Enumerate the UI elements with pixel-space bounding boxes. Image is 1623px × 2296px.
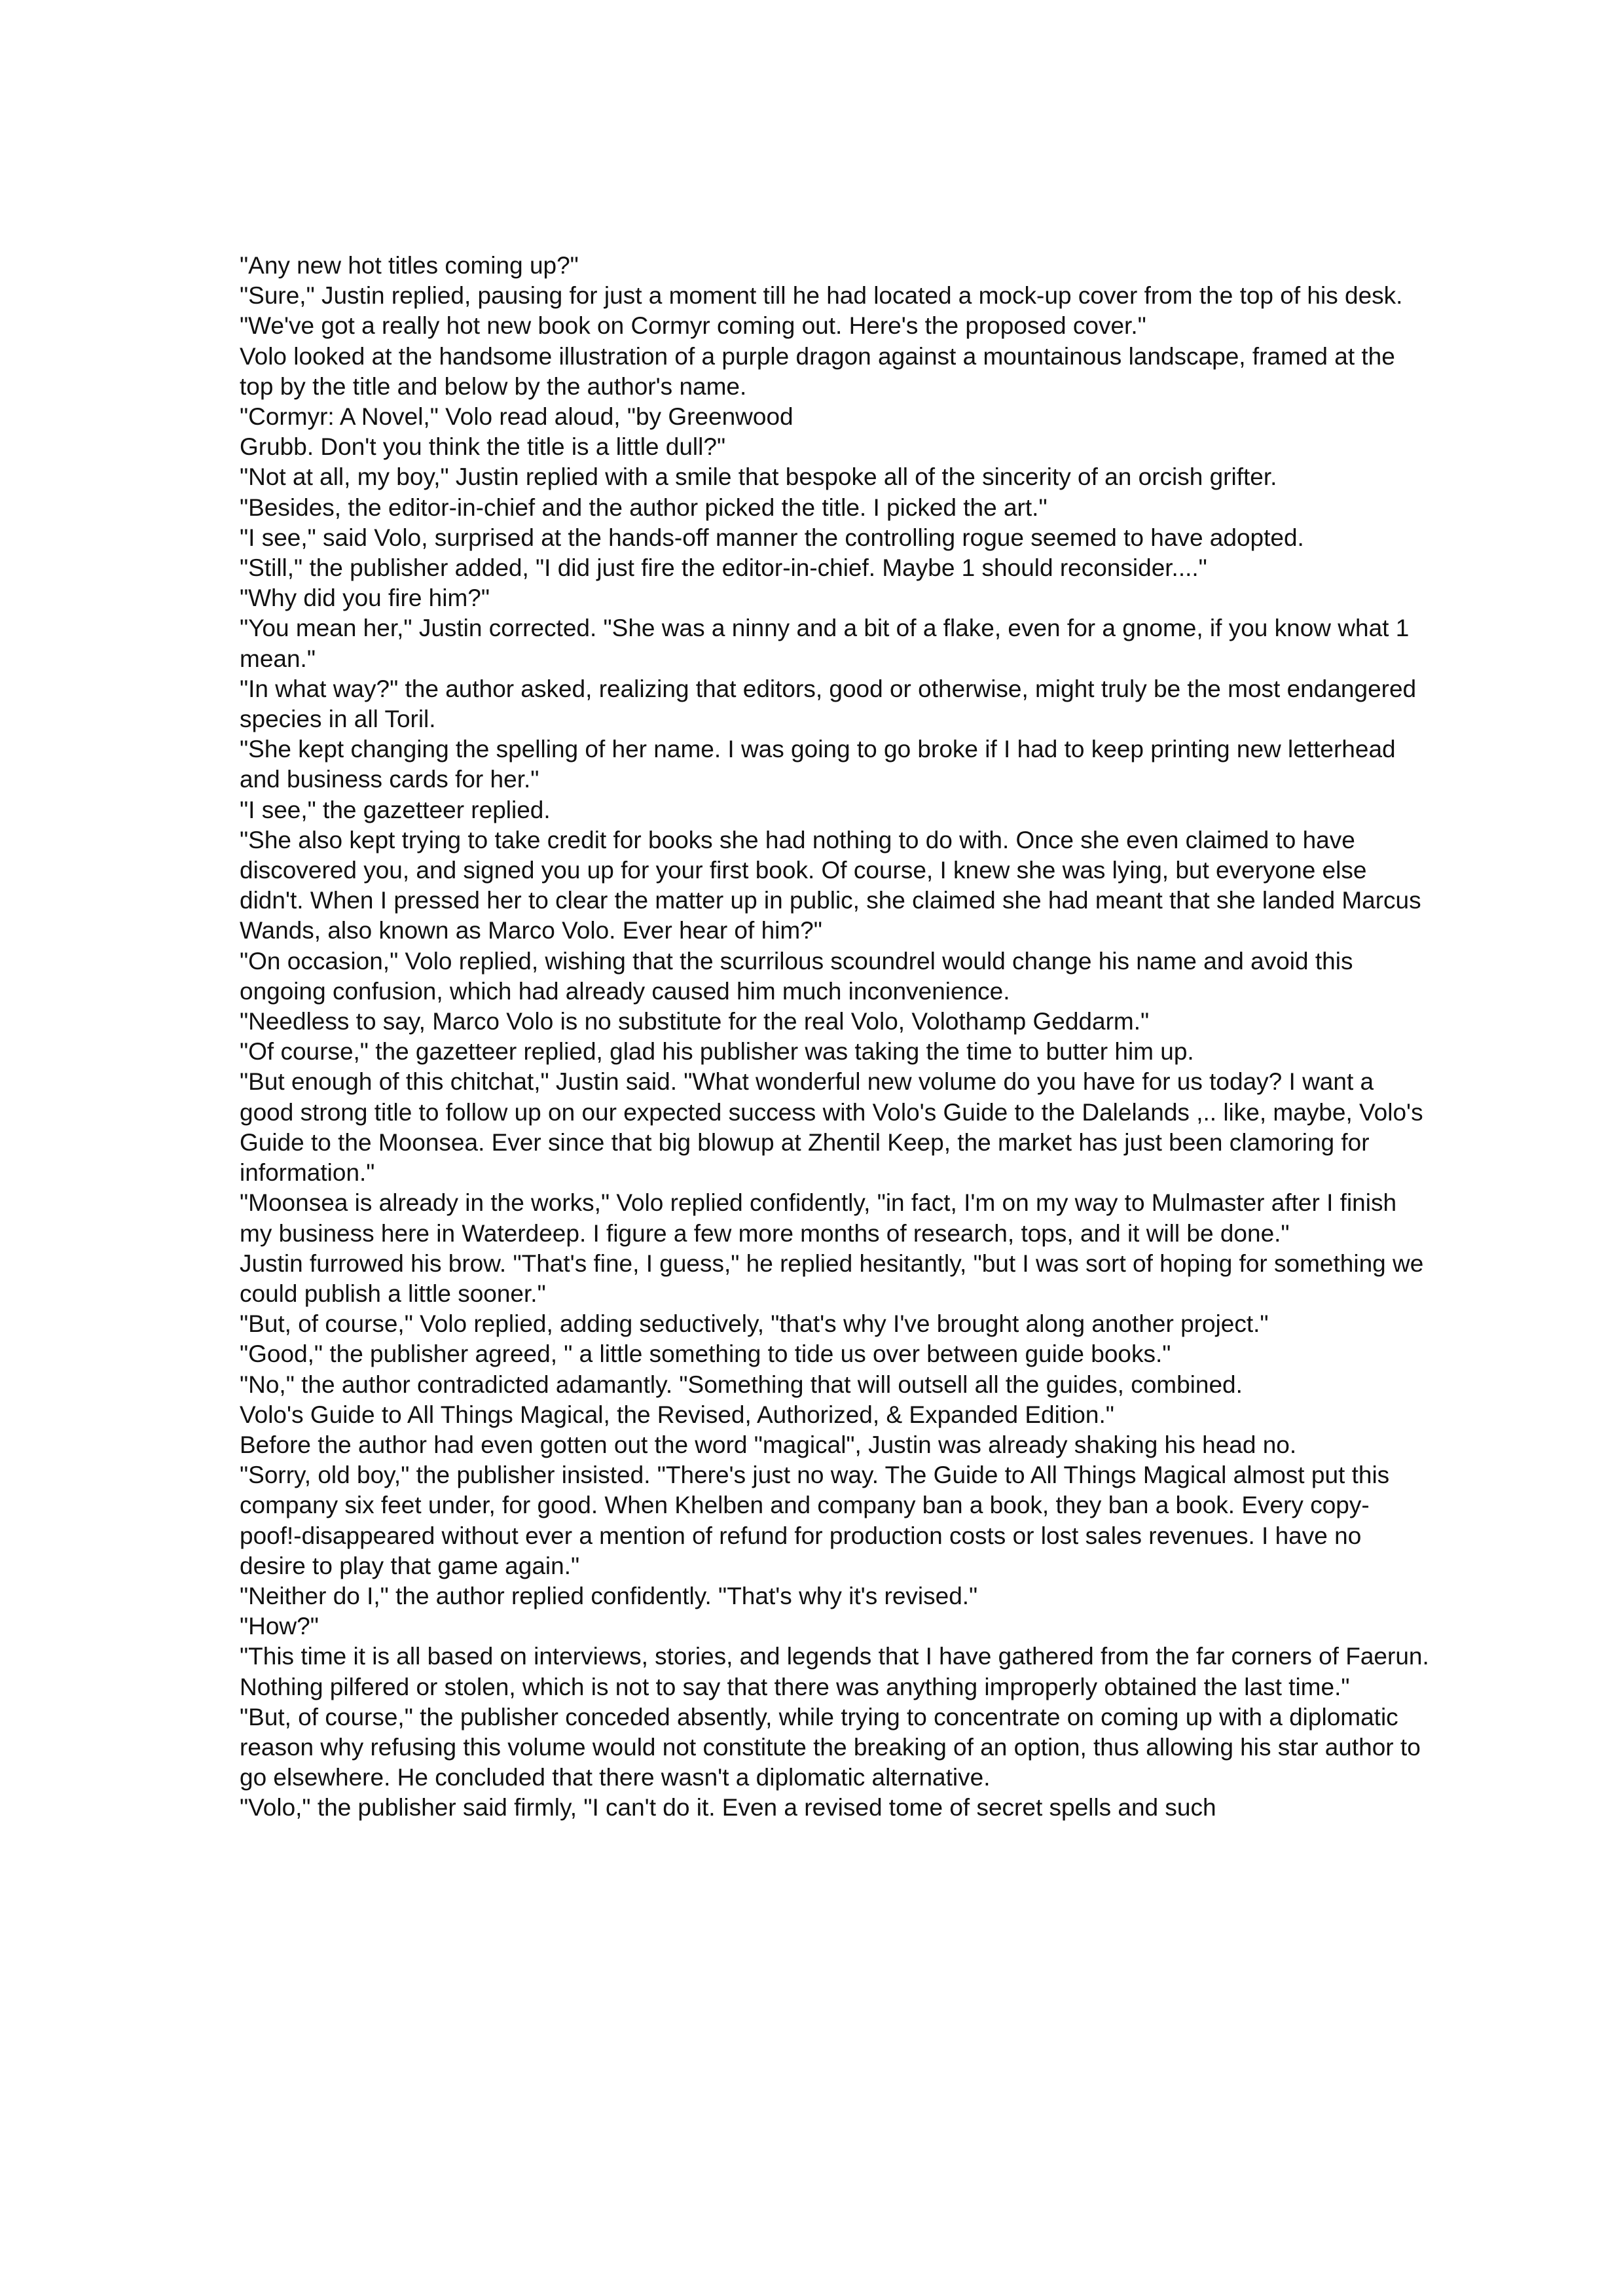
paragraph: "Besides, the editor-in-chief and the author picked the title. I picked the art." [240,493,1048,521]
paragraph: "Not at all, my boy," Justin replied with a smile that bespoke all of the sincerity of an orcish grifter. [240,463,1277,491]
paragraph: "Still," the publisher added, "I did just fire the editor-in-chief. Maybe 1 should reconsider...." [240,554,1207,582]
paragraph: "This time it is all based on interviews, stories, and legends that I have gathered from the far corners of Faerun. Nothing pilfered or stolen, which is not to say that there was anything improperly obtained the last time." [240,1643,1429,1700]
paragraph: "Good," the publisher agreed, " a little something to tide us over between guide books." [240,1340,1171,1368]
paragraph: "Why did you fire him?" [240,584,490,612]
paragraph: "Neither do I," the author replied confidently. "That's why it's revised." [240,1582,978,1609]
paragraph: "She kept changing the spelling of her name. I was going to go broke if I had to keep printing new letterhead and business cards for her." [240,736,1396,793]
paragraph: "You mean her," Justin corrected. "She was a ninny and a bit of a flake, even for a gnome, if you know what 1 mean." [240,615,1410,672]
paragraph: "Sorry, old boy," the publisher insisted. "There's just no way. The Guide to All Things Magical almost put this company six feet under, for good. When Khelben and company ban a book, they ban a book. Every copy-poof!-disappeared without ever a mention of refund for production costs or lost sales revenues. I have no desire to play that game again." [240,1462,1390,1579]
paragraph: "But, of course," Volo replied, adding seductively, "that's why I've brought along another project." [240,1310,1269,1338]
paragraph: "But enough of this chitchat," Justin said. "What wonderful new volume do you have for us today? I want a good strong title to follow up on our expected success with Volo's Guide to the Dalelands ,.. like, maybe, Volo's Guide to the Moonsea. Ever since that big blowup at Zhentil Keep, the market has just been clamoring for information." [240,1068,1423,1187]
paragraph: "Cormyr: A Novel," Volo read aloud, "by Greenwood [240,403,793,431]
paragraph: "In what way?" the author asked, realizing that editors, good or otherwise, might truly be the most endangered species in all Toril. [240,675,1417,733]
paragraph: "Needless to say, Marco Volo is no substitute for the real Volo, Volothamp Geddarm." [240,1008,1150,1035]
paragraph: "On occasion," Volo replied, wishing that the scurrilous scoundrel would change his name and avoid this ongoing confusion, which had already caused him much inconvenience. [240,947,1353,1005]
paragraph: Volo looked at the handsome illustration of a purple dragon against a mountainous landscape, framed at the top by the title and below by the author's name. [240,342,1395,400]
paragraph: "Volo," the publisher said firmly, "I can't do it. Even a revised tome of secret spells and such [240,1794,1216,1821]
paragraph: Justin furrowed his brow. "That's fine, I guess," he replied hesitantly, "but I was sort of hoping for something we could publish a little sooner." [240,1249,1424,1307]
paragraph: "Of course," the gazetteer replied, glad his publisher was taking the time to butter him up. [240,1038,1194,1066]
paragraph: "Sure," Justin replied, pausing for just a moment till he had located a mock-up cover from the top of his desk. "We've got a really hot new book on Cormyr coming out. Here's the proposed cover." [240,282,1403,340]
paragraph: "No," the author contradicted adamantly. "Something that will outsell all the guides, combined. [240,1371,1243,1398]
body-text [240,251,1431,1823]
paragraph: "I see," said Volo, surprised at the hands-off manner the controlling rogue seemed to have adopted. [240,524,1304,551]
paragraph: Grubb. Don't you think the title is a little dull?" [240,433,726,461]
paragraph: "How?" [240,1613,319,1640]
paragraph: "I see," the gazetteer replied. [240,796,551,823]
paragraph: "Moonsea is already in the works," Volo replied confidently, "in fact, I'm on my way to Mulmaster after I finish my business here in Waterdeep. I figure a few more months of research, tops, and it will be done." [240,1189,1397,1247]
paragraph: "But, of course," the publisher conceded absently, while trying to concentrate on coming up with a diplomatic reason why refusing this volume would not constitute the breaking of an option, thus allowing his star author to go elsewhere. He concluded that there wasn't a diplomatic alternative. [240,1703,1421,1791]
paragraph: "Any new hot titles coming up?" [240,252,579,279]
paragraph: Before the author had even gotten out the word "magical", Justin was already shaking his head no. [240,1431,1297,1458]
paragraph: "She also kept trying to take credit for books she had nothing to do with. Once she even claimed to have discovered you, and signed you up for your first book. Of course, I knew she was lying, but everyone else didn't. When I pressed her to clear the matter up in public, she claimed she had meant that she landed Marcus Wands, also known as Marco Volo. Ever hear of him?" [240,826,1421,944]
paragraph: Volo's Guide to All Things Magical, the Revised, Authorized, & Expanded Edition." [240,1401,1114,1428]
